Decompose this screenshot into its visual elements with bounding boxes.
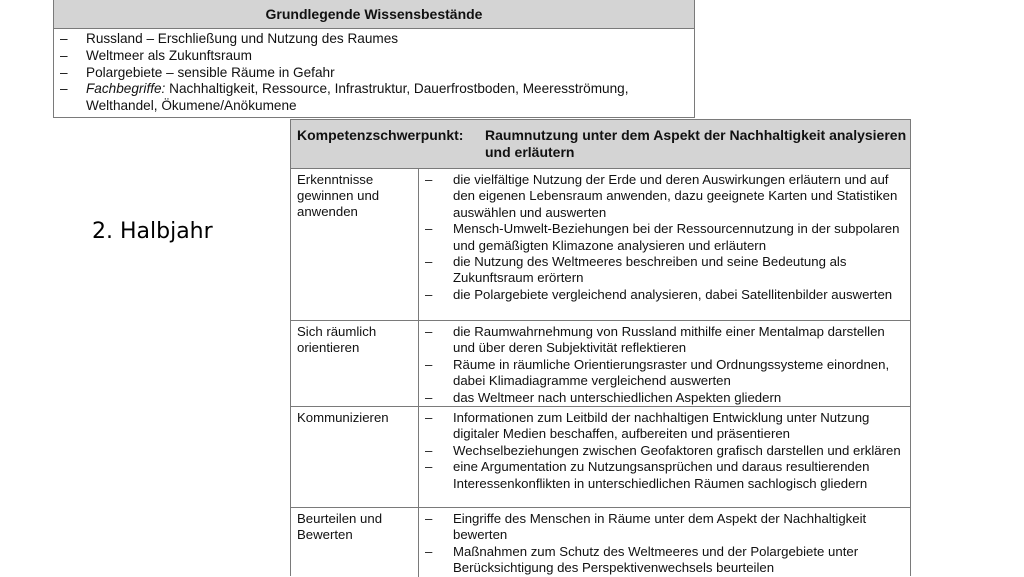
row-category: Erkenntnisse gewinnen und anwenden: [291, 169, 419, 320]
row-category: Sich räumlich orientieren: [291, 321, 419, 406]
row-items: [419, 321, 910, 406]
list-dash: –: [425, 511, 433, 526]
list-dash: –: [425, 410, 433, 425]
list-item-text: die vielfältige Nutzung der Erde und deren Auswirkungen erläutern und auf den eigenen Lebensraum anwenden, dazu geeignete Karten und Statistiken auswählen und auswerten: [453, 172, 898, 220]
list-item: [425, 357, 902, 390]
list-item: [425, 221, 902, 254]
list-item-text: Informationen zum Leitbild der nachhaltigen Entwicklung unter Nutzung digitaler Medien beschaffen, aufbereiten und präsentieren: [453, 410, 870, 442]
list-item-text: Maßnahmen zum Schutz des Weltmeeres und der Polargebiete unter Berücksichtigung des Perspektivenwechsels beurteilen: [453, 543, 859, 576]
list-item-text: [86, 81, 694, 115]
competency-table: [290, 119, 911, 576]
header-label: Kompetenzschwerpunkt:: [297, 127, 464, 143]
table-row: [291, 321, 910, 407]
term-prefix: Fachbegriffe:: [86, 81, 166, 97]
competency-table-header: [291, 120, 910, 169]
row-items: [419, 407, 910, 507]
list-item-text: die Polargebiete vergleichend analysieren, dabei Satellitenbilder auswerten: [453, 286, 893, 302]
list-dash: –: [60, 81, 68, 97]
list-dash: –: [425, 254, 433, 270]
list-item-text: Wechselbeziehungen zwischen Geofaktoren grafisch darstellen und erklären: [453, 442, 901, 458]
list-item-text: eine Argumentation zu Nutzungsansprüchen und daraus resultierenden Interessenkonflikten in unterschiedlichen Räumen sachlogisch gliedern: [453, 459, 870, 491]
list-item: [60, 31, 694, 48]
list-dash: –: [425, 459, 433, 475]
list-dash: –: [60, 31, 68, 46]
list-item-text: Eingriffe des Menschen in Räume unter dem Aspekt der Nachhaltigkeit bewerten: [453, 511, 867, 543]
row-items: [419, 169, 910, 320]
row-items: [419, 508, 910, 577]
list-item-text: die Raumwahrnehmung von Russland mithilfe einer Mentalmap darstellen und über deren Subjektivität reflektieren: [453, 324, 885, 356]
list-item: [425, 544, 902, 577]
list-item: [425, 324, 902, 357]
list-dash: –: [425, 389, 433, 405]
list-item-text: die Nutzung des Weltmeeres beschreiben und seine Bedeutung als Zukunftsraum erörtern: [453, 254, 847, 286]
list-item: [425, 459, 902, 492]
list-dash: –: [60, 64, 68, 80]
table-row: [291, 169, 910, 321]
list-dash: –: [425, 221, 433, 237]
knowledge-table-header: Grundlegende Wissensbestände: [54, 0, 694, 29]
list-item: [425, 287, 902, 303]
list-item-text: Weltmeer als Zukunftsraum: [86, 47, 252, 63]
list-item-text: Mensch-Umwelt-Beziehungen bei der Ressourcennutzung in der subpolaren und gemäßigten Klimazone analysieren und erläutern: [453, 221, 900, 253]
list-item: [425, 390, 902, 406]
list-item: [425, 254, 902, 287]
list-dash: –: [425, 286, 433, 302]
list-dash: –: [425, 324, 433, 339]
list-dash: –: [425, 172, 433, 187]
knowledge-list: [54, 29, 694, 115]
list-dash: –: [425, 442, 433, 458]
list-item-text: Russland – Erschließung und Nutzung des Raumes: [86, 31, 399, 46]
table-row: [291, 508, 910, 577]
list-item: [60, 81, 694, 115]
row-category: Beurteilen und Bewerten: [291, 508, 419, 577]
list-dash: –: [425, 543, 433, 559]
list-item: [425, 511, 902, 544]
list-item: [425, 172, 902, 221]
list-item-text: Räume in räumliche Orientierungsraster und Ordnungssysteme einordnen, dabei Klimadiagramme vergleichend auswerten: [453, 356, 890, 389]
row-category: Kommunizieren: [291, 407, 419, 507]
list-item: [60, 48, 694, 65]
table-row: [291, 407, 910, 508]
list-dash: –: [60, 47, 68, 63]
terms-text: Nachhaltigkeit, Ressource, Infrastruktur, Dauerfrostboden, Meeresströmung, Welthandel, Ökumene/Anökumene: [86, 81, 629, 114]
header-title: Raumnutzung unter dem Aspekt der Nachhaltigkeit analysieren und erläutern: [485, 127, 907, 160]
list-item-text: das Weltmeer nach unterschiedlichen Aspekten gliedern: [453, 389, 782, 405]
list-dash: –: [425, 356, 433, 372]
semester-label: 2. Halbjahr: [92, 219, 213, 244]
list-item: [425, 410, 902, 443]
list-item: [60, 65, 694, 82]
knowledge-table: [53, 0, 695, 118]
list-item: [425, 443, 902, 459]
list-item-text: Polargebiete – sensible Räume in Gefahr: [86, 64, 335, 80]
